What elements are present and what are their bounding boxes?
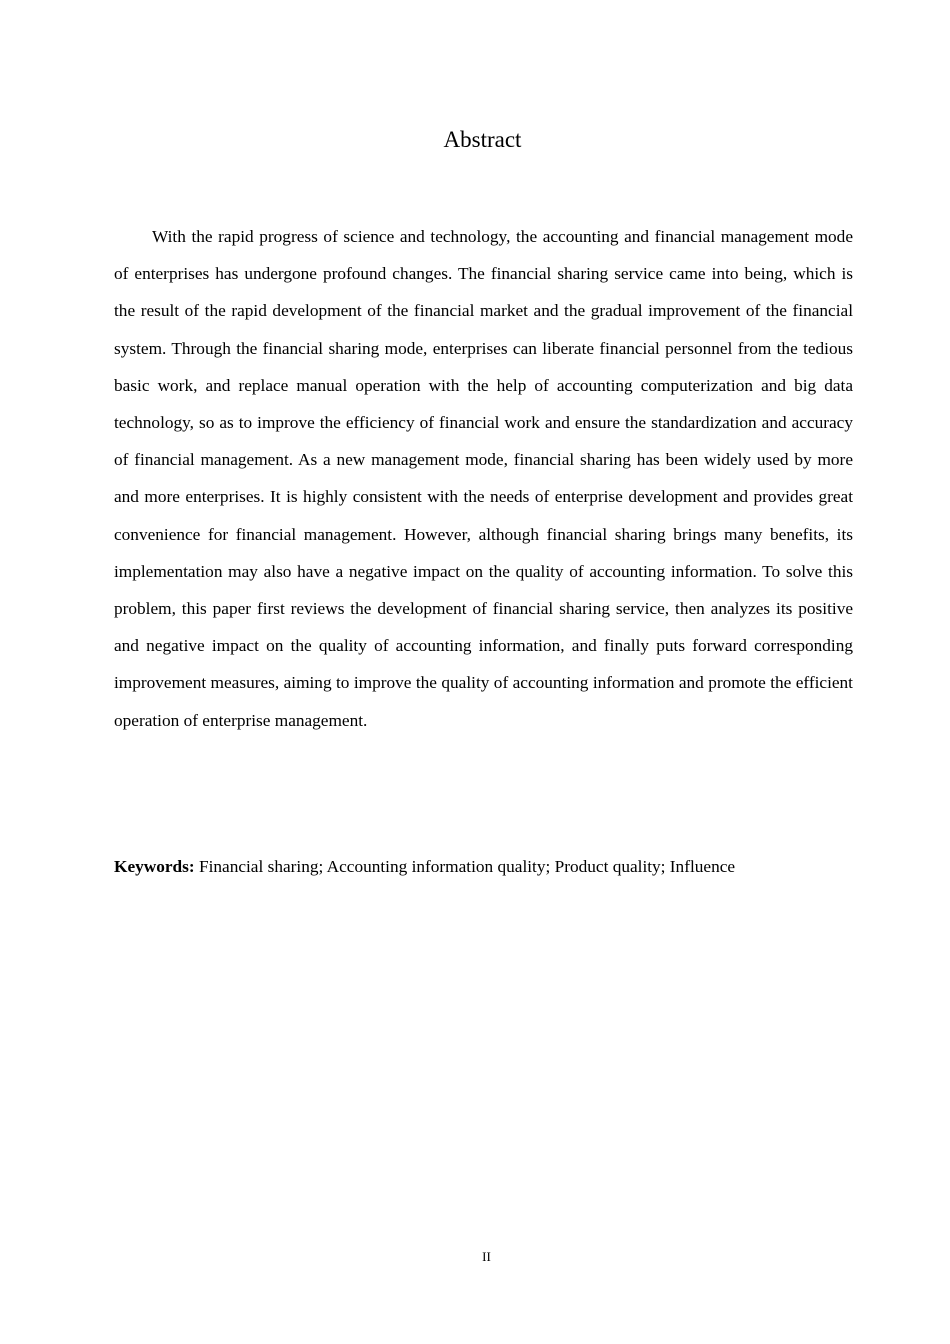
page-number: II [482,1249,491,1264]
keywords-text: Financial sharing; Accounting information quality; Product quality; Influence [198,857,736,876]
page-title: Abstract [443,127,522,152]
abstract-paragraph: With the rapid progress of science and technology, the accounting and financial management mode of enterprises has undergone profound changes. The financial sharing service came into being, which is the result of the rapid development of the financial market and the gradual improvement of the financial system. Through the financial sharing mode, enterprises can liberate financial personnel from the tedious basic work, and replace manual operation with the help of accounting computerization and big data technology, so as to improve the efficiency of financial work and ensure the standardization and accuracy of financial management. As a new management mode, financial sharing has been widely used by more and more enterprises. It is highly consistent with the needs of enterprise development and provides great convenience for financial management. However, although financial sharing brings many benefits, its implementation may also have a negative impact on the quality of accounting information. To solve this problem, this paper first reviews the development of financial sharing service, then analyzes its positive and negative impact on the quality of accounting information, and finally puts forward corresponding improvement measures, aiming to improve the quality of accounting information and promote the efficient operation of enterprise management. [114,227,853,730]
keywords-line [114,851,874,883]
keywords-label: Keywords: [114,857,195,876]
